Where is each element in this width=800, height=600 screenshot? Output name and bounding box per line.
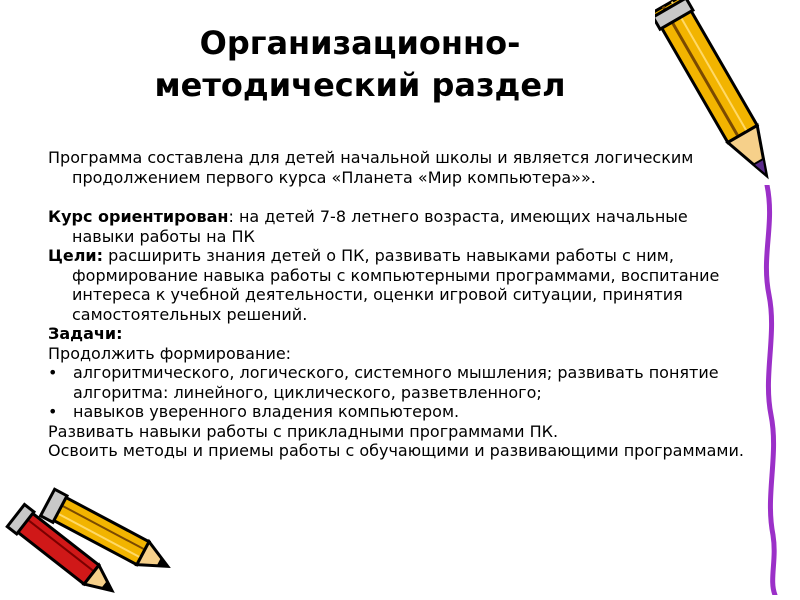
course-paragraph — [48, 207, 748, 246]
bullet-icon: • — [48, 363, 58, 382]
bullet-icon: • — [48, 402, 58, 421]
course-label: Курс ориентирован — [48, 207, 229, 226]
master-methods-line: Освоить методы и приемы работы с обучающими и развивающими программами. — [48, 441, 744, 460]
list-item — [48, 402, 748, 422]
course-text: : на детей 7-8 летнего возраста, имеющих начальные навыки работы на ПК — [72, 207, 688, 246]
intro-paragraph: Программа составлена для детей начальной школы и является логическим продолжением первого курса «Планета «Мир компьютера»». — [48, 148, 694, 187]
tasks-lead: Продолжить формирование: — [48, 343, 292, 363]
list-item-text: навыков уверенного владения компьютером. — [73, 402, 460, 421]
title-line-1: Организационно- — [199, 24, 521, 62]
title-line-2: методический раздел — [154, 66, 566, 104]
page-title — [100, 22, 620, 106]
develop-skills-line: Развивать навыки работы с прикладными программами ПК. — [48, 421, 559, 441]
tasks-label: Задачи: — [48, 324, 123, 343]
tasks-heading — [48, 324, 748, 344]
goals-label: Цели: — [48, 246, 104, 265]
goals-paragraph — [48, 246, 748, 324]
squiggle-line — [755, 185, 795, 595]
pencil-icon — [30, 478, 180, 588]
list-item — [48, 363, 748, 402]
content-body — [48, 148, 748, 461]
list-item-text: алгоритмического, логического, системного мышления; развивать понятие алгоритма: линейного, циклического, разветвленного; — [73, 363, 719, 402]
goals-text: расширить знания детей о ПК, развивать навыками работы с ним, формирование навыка работы с компьютерными программами, воспитание интереса к учебной деятельности, оценки игровой ситуации, принятия самостоятельных решений. — [72, 246, 720, 324]
